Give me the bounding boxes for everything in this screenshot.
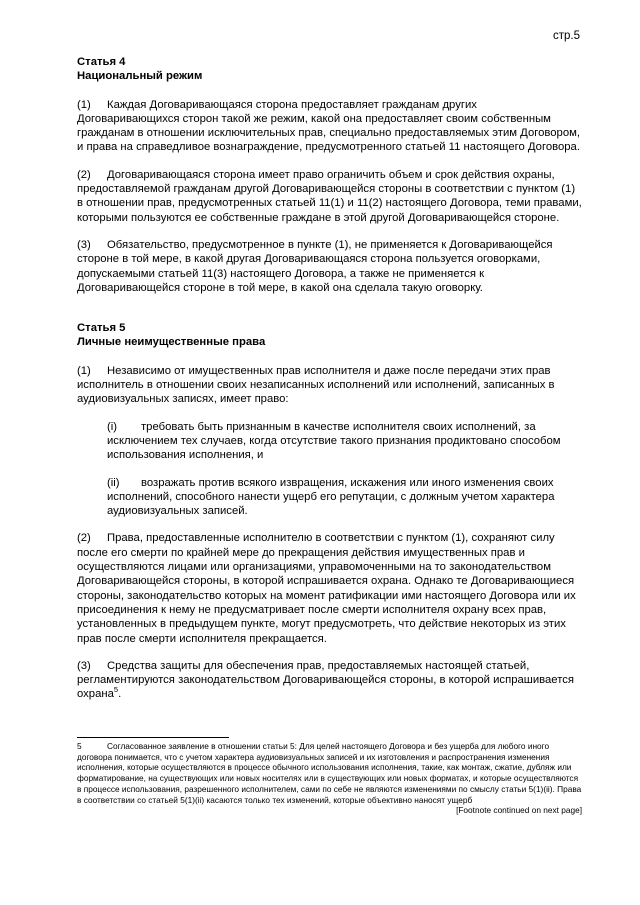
- paragraph-text: Независимо от имущественных прав исполнителя и даже после передачи этих прав исполнитель в отношении своих незаписанных исполнений или исполнений, записанных в аудиовизуальных записях, имеет право:: [77, 364, 555, 406]
- article-5-paragraph-3: [77, 659, 582, 702]
- paragraph-number: (3): [77, 659, 91, 672]
- article-4-paragraph-2: [77, 168, 582, 225]
- footnote-reference[interactable]: 5: [113, 685, 119, 695]
- paragraph-number: (3): [77, 238, 91, 251]
- subparagraph-number: (ii): [107, 476, 120, 489]
- footnote-separator: [77, 737, 229, 738]
- paragraph-text: Каждая Договаривающаяся сторона предоставляет гражданам других Договаривающихся сторон такой же режим, какой она предоставляет своим собственным гражданам в отношении исключительных прав, специально предоставляемых этим Договором, и права на справедливое вознаграждение, предусмотренного статьей 11 настоящего Договора.: [77, 98, 581, 154]
- paragraph-text: Права, предоставленные исполнителю в соответствии с пунктом (1), сохраняют силу после его смерти по крайней мере до прекращения действия имущественных прав и осуществляются лицами или организациями, управомоченными на то законодательством Договаривающейся стороны, в которой испрашивается охрана. Однако те Договаривающиеся стороны, законодательство которых на момент ратификации ими настоящего Договора или их присоединения к нему не предусматривает после смерти исполнителя охрану всех прав, установленных в предыдущем пункте, могут предусмотреть, что действие некоторых из этих прав после смерти исполнителя прекращается.: [77, 532, 576, 645]
- footnote-text: Согласованное заявление в отношении статьи 5: Для целей настоящего Договора и без ущерба для любого иного договора понимается, что с учетом характера аудиовизуальных записей и их изготовления и распространения изменения исполнения, которые осуществляются в процессе обычного использования исполнения, такие, как монтаж, сжатие, дубляж или форматирование, на существующих или новых носителях или в существующих или новых форматах, и которые осуществляются в процессе использования, разрешенного исполнителем, сами по себе не являются изменениями по смыслу статьи 5(1)(ii). Права в соответствии со статьей 5(1)(ii) касаются только тех изменений, которые объективно наносят ущерб: [77, 741, 582, 805]
- article-5-paragraph-2: [77, 531, 582, 645]
- paragraph-number: (2): [77, 532, 91, 545]
- article-4: [77, 55, 582, 295]
- page-number: стр.5: [552, 30, 580, 42]
- article-5-paragraph-1: [77, 364, 582, 407]
- subparagraph-text: требовать быть признанным в качестве исполнителя своих исполнений, за исключением тех случаев, когда отсутствие такого признания продиктовано способом использования исполнения, и: [107, 420, 561, 462]
- paragraph-text: Обязательство, предусмотренное в пункте (1), не применяется к Договаривающейся стороне в той мере, в какой другая Договаривающаяся сторона пользуется оговорками, допускаемыми статьей 11(3) настоящего Договора, а также не применяется к Договаривающейся стороне в той мере, в какой она сделала такую оговорку.: [77, 238, 553, 294]
- footnote-mark: 5: [77, 741, 82, 751]
- paragraph-text: Договаривающаяся сторона имеет право ограничить объем и срок действия охраны, предоставляемой гражданам другой Договаривающейся стороны в соответствии с пунктом (1) в отношении прав, предусмотренных статьей 11(1) и 11(2) настоящего Договора, теми правами, которыми пользуются ее собственные граждане в этой другой Договаривающейся стороне.: [77, 168, 582, 224]
- document-body: [77, 55, 582, 702]
- paragraph-text: Средства защиты для обеспечения прав, предоставляемых настоящей статьей, регламентируются законодательством Договаривающейся стороны, в которой испрашивается охрана: [77, 659, 575, 701]
- article-4-paragraph-1: [77, 98, 582, 155]
- article-4-number: Статья 4: [77, 56, 126, 68]
- article-5-number: Статья 5: [77, 322, 126, 335]
- article-5: [77, 321, 582, 702]
- footnote-body: [77, 741, 582, 805]
- article-5-subparagraph-i: [107, 420, 582, 463]
- paragraph-number: (1): [77, 364, 91, 377]
- footnote-continued: [Footnote continued on next page]: [456, 805, 582, 816]
- paragraph-number: (1): [77, 98, 91, 111]
- article-5-title: Личные неимущественные права: [77, 336, 266, 349]
- article-4-paragraph-3: [77, 238, 582, 295]
- paragraph-end: .: [118, 688, 122, 701]
- article-5-subparagraph-ii: [107, 476, 582, 519]
- footnote: [77, 741, 582, 816]
- article-4-title: Национальный режим: [77, 70, 203, 83]
- paragraph-number: (2): [77, 168, 91, 181]
- subparagraph-text: возражать против всякого извращения, искажения или иного изменения своих исполнений, способного нанести ущерб его репутации, с должным учетом характера аудиовизуальных записей.: [107, 476, 555, 518]
- subparagraph-number: (i): [107, 420, 118, 433]
